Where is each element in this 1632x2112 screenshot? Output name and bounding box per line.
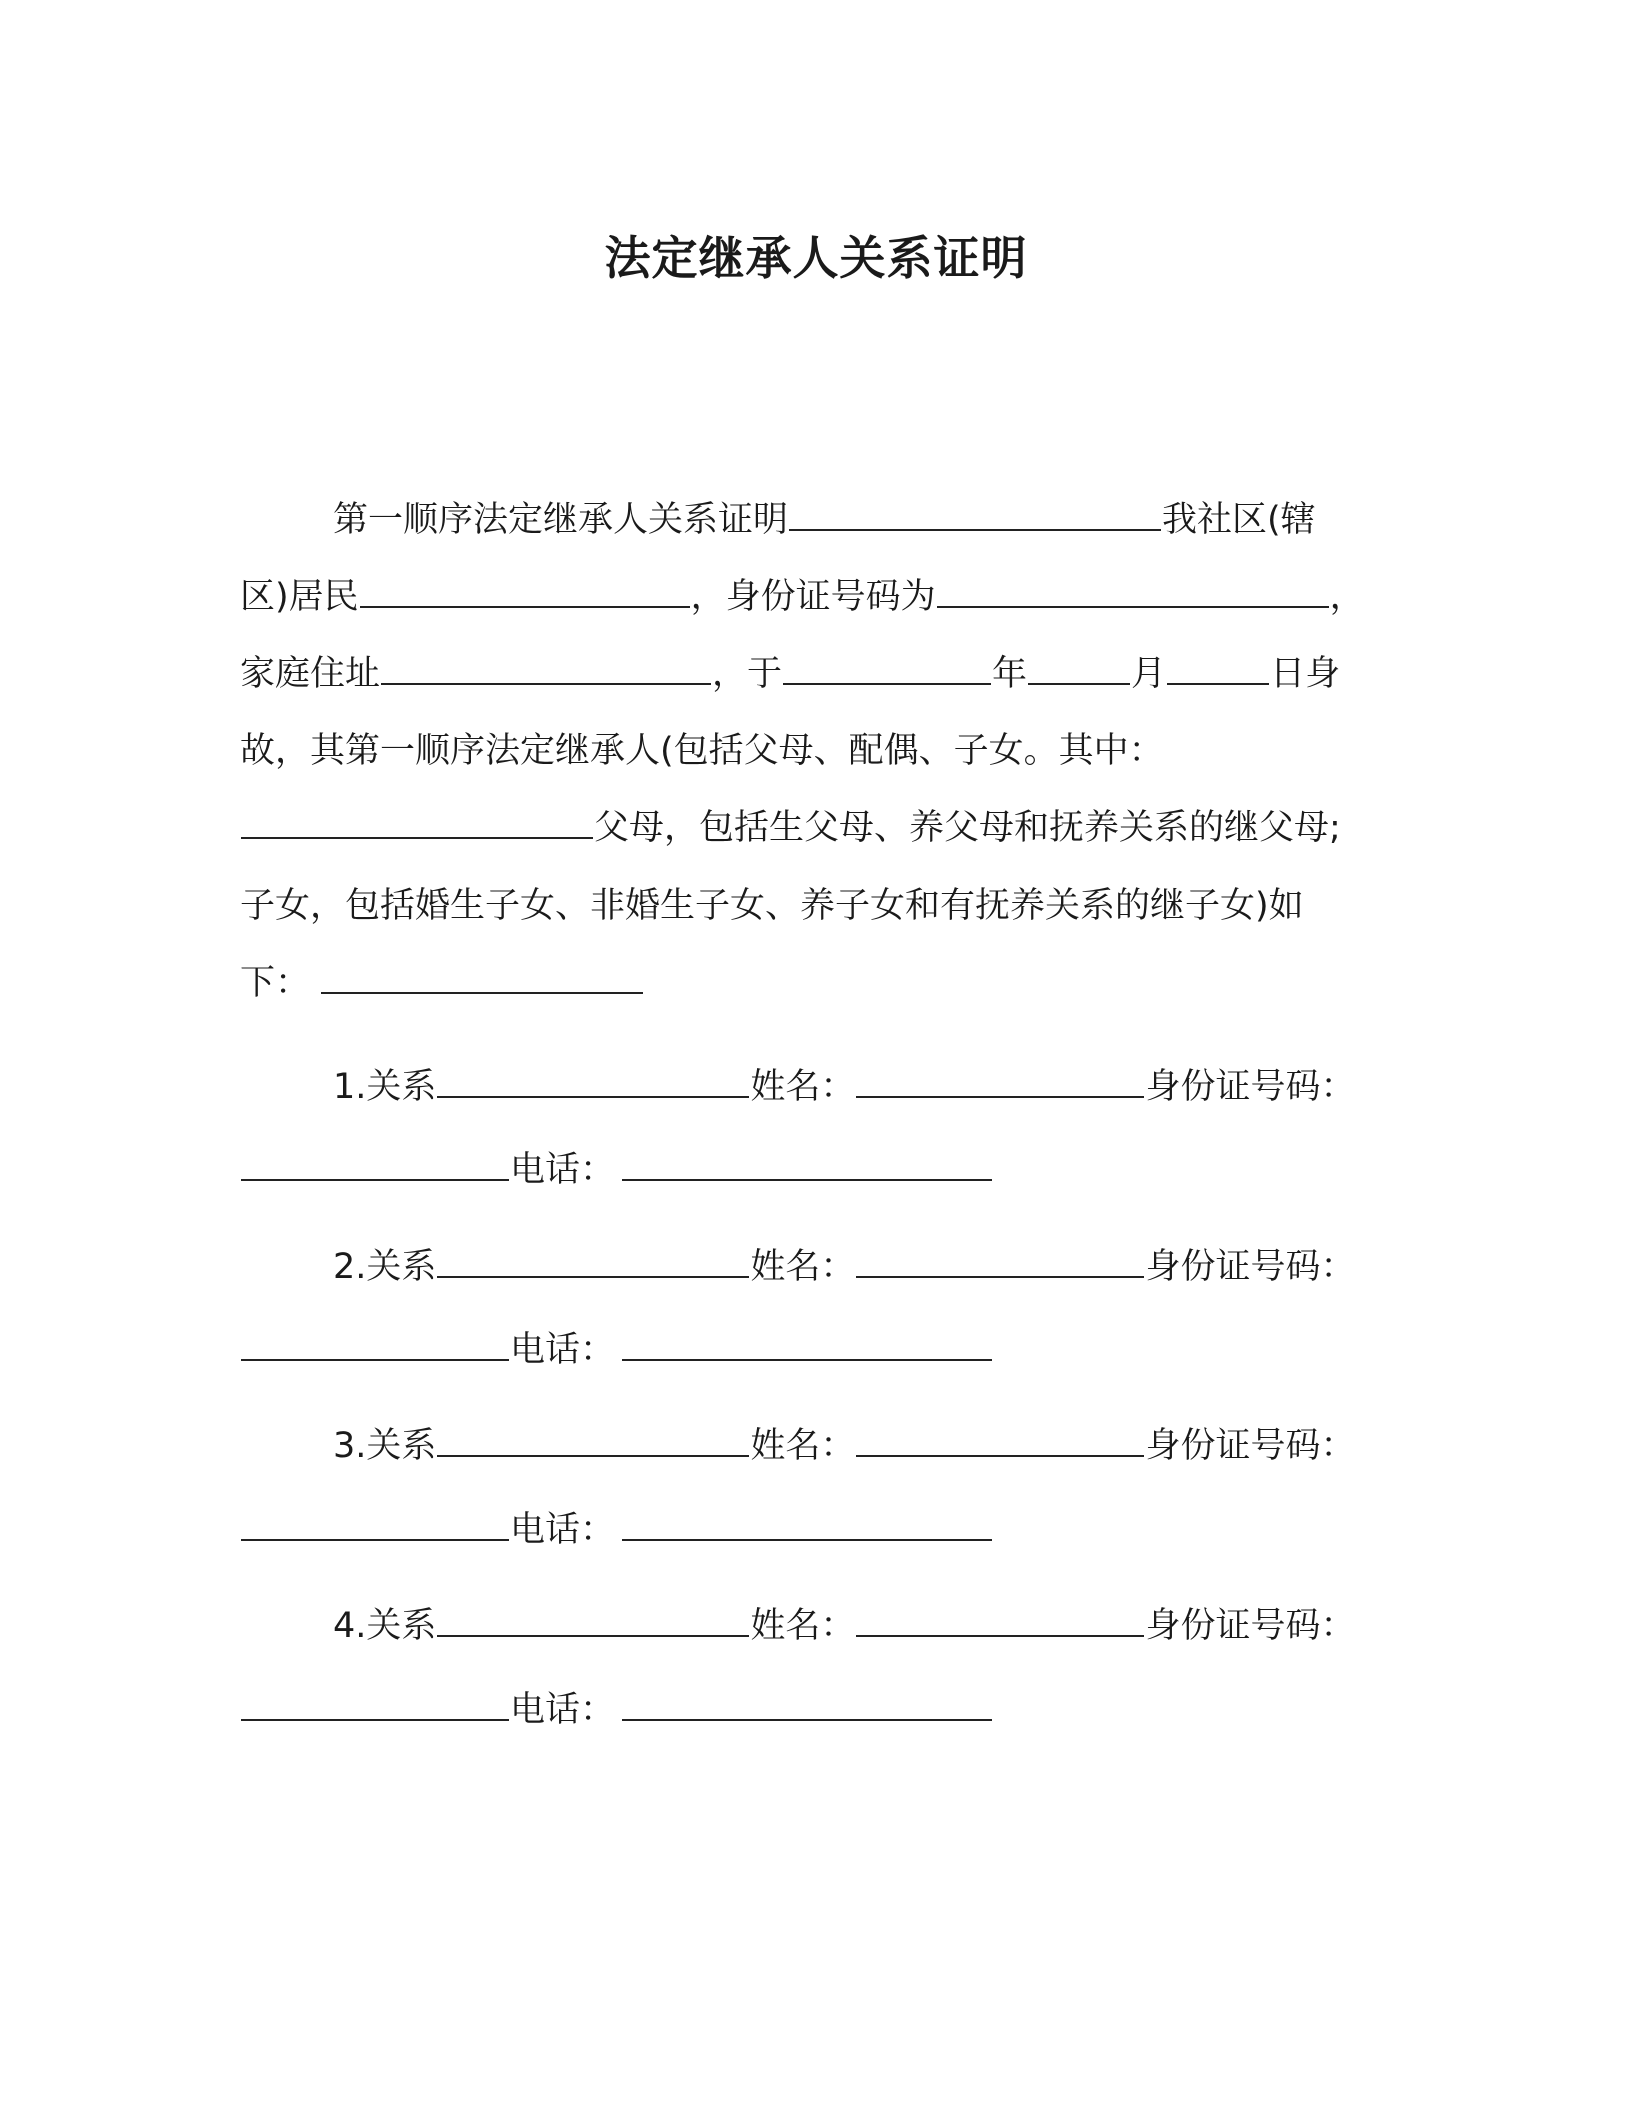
phone-label: 电话： xyxy=(510,1690,616,1730)
relation-field[interactable] xyxy=(437,1423,749,1457)
blank-day[interactable] xyxy=(1167,651,1269,685)
heir-entry-3-phone-line xyxy=(240,1506,993,1554)
name-field[interactable] xyxy=(856,1603,1144,1637)
entry-number: 2. xyxy=(333,1247,367,1287)
paragraph-line-3 xyxy=(240,650,1340,698)
blank-list[interactable] xyxy=(321,960,643,994)
phone-field[interactable] xyxy=(622,1327,992,1361)
paragraph-line-2 xyxy=(240,573,1365,621)
blank-resident-id[interactable] xyxy=(937,574,1329,608)
paragraph-text: ，于 xyxy=(712,654,783,694)
heir-entry-2 xyxy=(333,1243,1355,1291)
phone-label: 电话： xyxy=(510,1510,616,1550)
blank-year[interactable] xyxy=(783,651,991,685)
heir-entry-1-phone-line xyxy=(240,1146,993,1194)
paragraph-text: ， xyxy=(1329,577,1365,617)
relation-field[interactable] xyxy=(437,1603,749,1637)
heir-entry-1 xyxy=(333,1063,1355,1111)
paragraph-text: 子女，包括婚生子女、非婚生子女、养子女和有抚养关系的继子女)如 xyxy=(240,886,1304,926)
id-field[interactable] xyxy=(241,1687,509,1721)
blank-home-address[interactable] xyxy=(381,651,711,685)
heir-entry-2-phone-line xyxy=(240,1326,993,1374)
relation-label: 关系 xyxy=(366,1606,437,1646)
id-field[interactable] xyxy=(241,1507,509,1541)
phone-label: 电话： xyxy=(510,1150,616,1190)
paragraph-text: 父母，包括生父母、养父母和抚养关系的继父母; xyxy=(594,808,1341,848)
id-label: 身份证号码： xyxy=(1145,1606,1356,1646)
id-label: 身份证号码： xyxy=(1145,1426,1356,1466)
phone-field[interactable] xyxy=(622,1147,992,1181)
heir-entry-4 xyxy=(333,1602,1355,1650)
paragraph-line-5 xyxy=(240,804,1341,852)
phone-field[interactable] xyxy=(622,1507,992,1541)
paragraph-text: ，身份证号码为 xyxy=(690,577,936,617)
relation-field[interactable] xyxy=(437,1244,749,1278)
name-field[interactable] xyxy=(856,1423,1144,1457)
paragraph-text: 下： xyxy=(240,963,311,1003)
paragraph-text: 我社区(辖 xyxy=(1162,500,1316,540)
name-label: 姓名： xyxy=(750,1426,856,1466)
paragraph-text: 第一顺序法定继承人关系证明 xyxy=(333,500,789,540)
entry-number: 4. xyxy=(333,1606,367,1646)
id-field[interactable] xyxy=(241,1327,509,1361)
name-label: 姓名： xyxy=(750,1606,856,1646)
id-label: 身份证号码： xyxy=(1145,1067,1356,1107)
blank-resident-name[interactable] xyxy=(360,574,690,608)
paragraph-line-4 xyxy=(240,727,1164,775)
paragraph-text: 区)居民 xyxy=(240,577,359,617)
document-title: 法定继承人关系证明 xyxy=(604,231,1028,285)
id-field[interactable] xyxy=(241,1147,509,1181)
name-label: 姓名： xyxy=(750,1247,856,1287)
name-field[interactable] xyxy=(856,1244,1144,1278)
name-label: 姓名： xyxy=(750,1067,856,1107)
paragraph-line-6 xyxy=(240,882,1304,930)
heir-entry-4-phone-line xyxy=(240,1686,993,1734)
blank-heirs[interactable] xyxy=(241,805,593,839)
phone-label: 电话： xyxy=(510,1330,616,1370)
heir-entry-3 xyxy=(333,1422,1355,1470)
name-field[interactable] xyxy=(856,1064,1144,1098)
relation-label: 关系 xyxy=(366,1067,437,1107)
paragraph-text: 年 xyxy=(992,654,1028,694)
blank-certificate[interactable] xyxy=(789,497,1161,531)
entry-number: 1. xyxy=(333,1067,367,1107)
paragraph-line-7 xyxy=(240,959,644,1007)
relation-field[interactable] xyxy=(437,1064,749,1098)
entry-number: 3. xyxy=(333,1426,367,1466)
relation-label: 关系 xyxy=(366,1426,437,1466)
id-label: 身份证号码： xyxy=(1145,1247,1356,1287)
paragraph-text: 故，其第一顺序法定继承人(包括父母、配偶、子女。其中： xyxy=(240,731,1164,771)
paragraph-text: 月 xyxy=(1131,654,1167,694)
relation-label: 关系 xyxy=(366,1247,437,1287)
blank-month[interactable] xyxy=(1028,651,1130,685)
paragraph-text: 日身 xyxy=(1270,654,1341,694)
paragraph-text: 家庭住址 xyxy=(240,654,381,694)
phone-field[interactable] xyxy=(622,1687,992,1721)
paragraph-line-1 xyxy=(333,496,1316,544)
